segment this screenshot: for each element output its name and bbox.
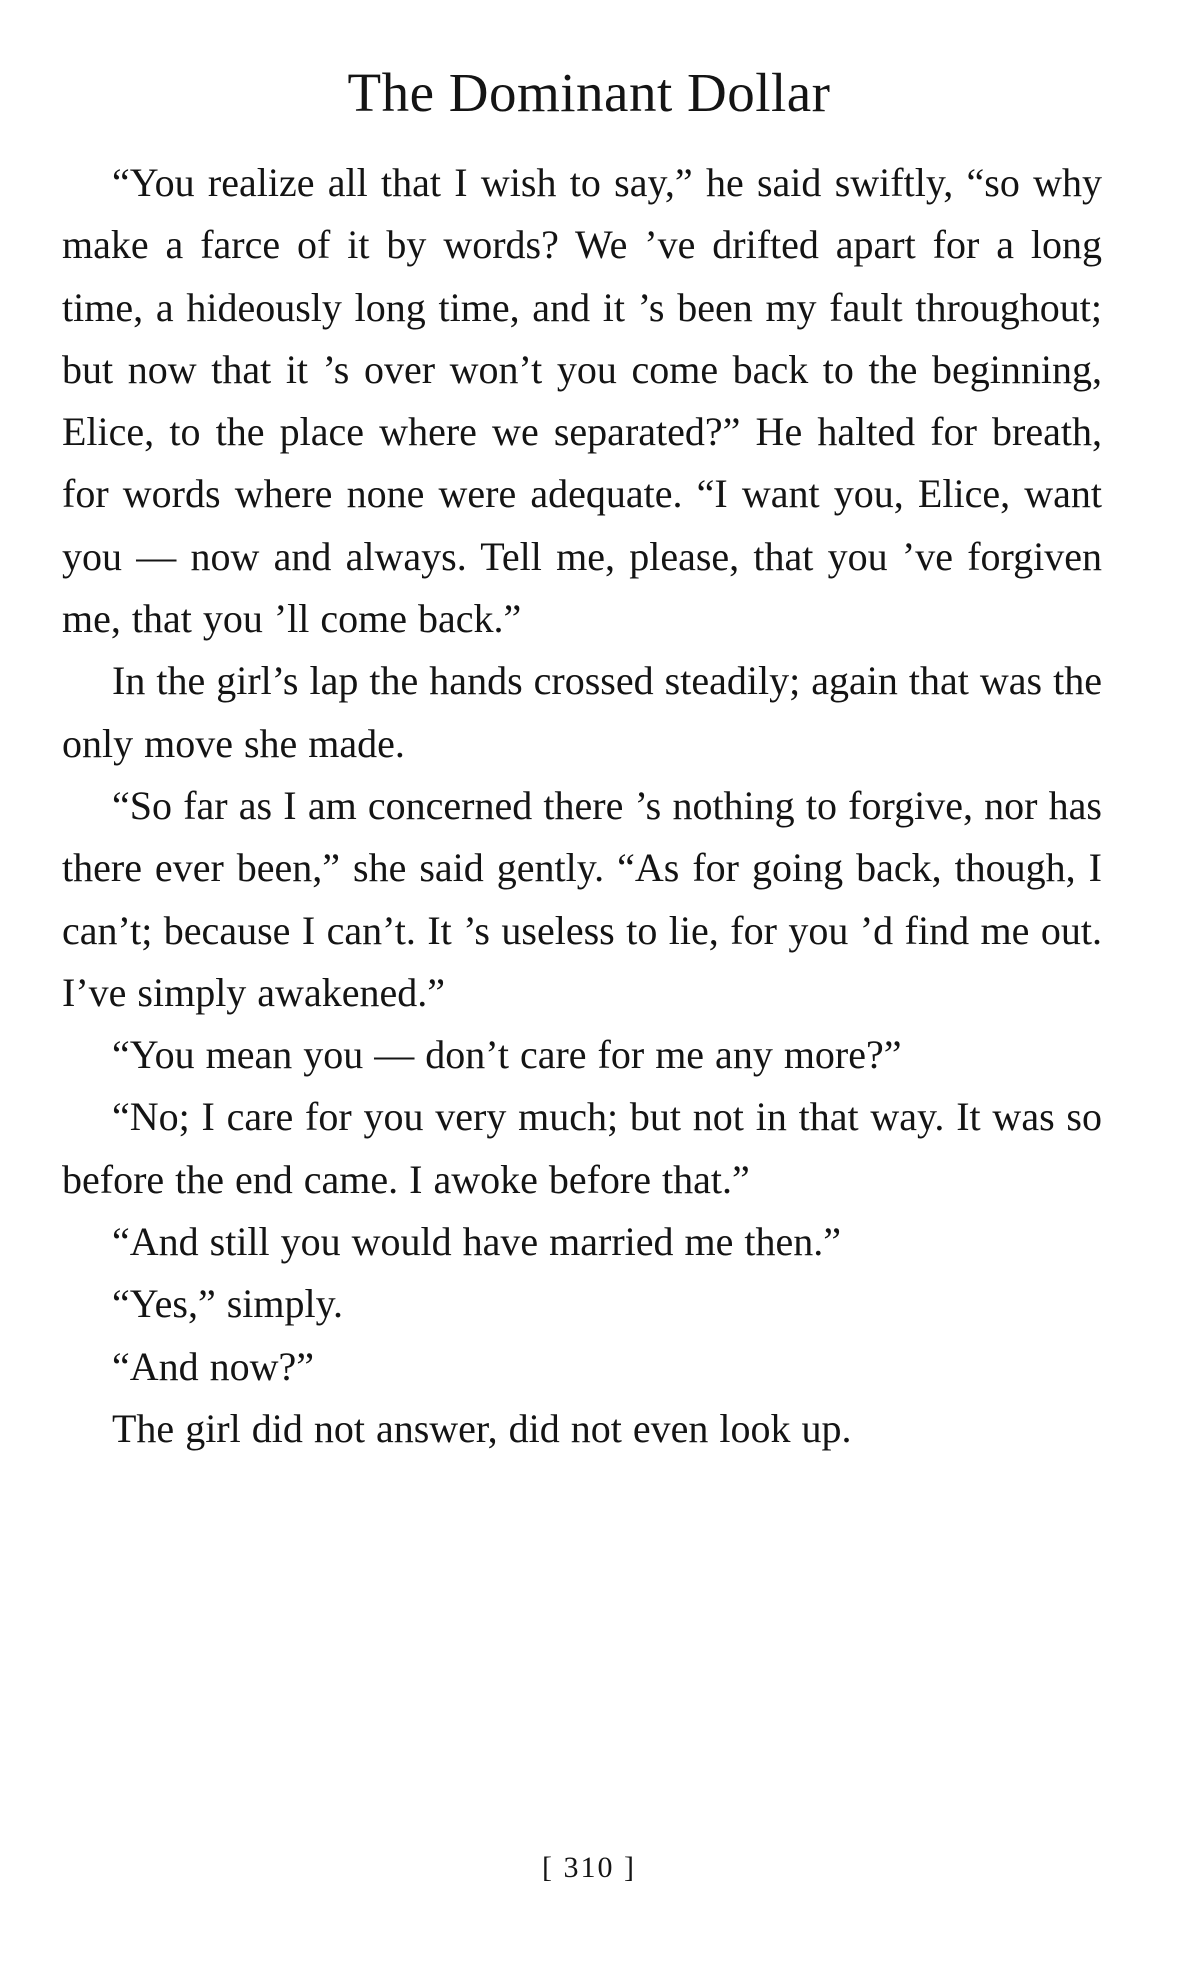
paragraph: “You realize all that I wish to say,” he said swiftly, “so why make a farce of it by words? We ’ve drifted apart for a long time, a hideously long time, and it ’s been my fault throughout; but now that it ’s over won’t you come back to the beginning, Elice, to the place where we separated?” He halted for breath, for words where none were adequate. “I want you, Elice, want you — now and always. Tell me, please, that you ’ve forgiven me, that you ’ll come back.” [62, 160, 1102, 642]
body-text [62, 152, 1102, 1460]
paragraph: The girl did not answer, did not even look up. [112, 1405, 852, 1451]
paragraph: “And still you would have married me then.” [112, 1219, 842, 1265]
paragraph: In the girl’s lap the hands crossed steadily; again that was the only move she made. [62, 658, 1102, 766]
page-number: [ 310 ] [542, 1851, 636, 1884]
paragraph: “Yes,” simply. [112, 1281, 344, 1327]
running-head: The Dominant Dollar [347, 62, 831, 123]
paragraph: “So far as I am concerned there ’s nothing to forgive, nor has there ever been,” she said gently. “As for going back, though, I can’t; because I can’t. It ’s useless to lie, for you ’d find me out. I’ve simply awakened.” [62, 782, 1102, 1015]
paragraph: “And now?” [112, 1343, 315, 1389]
paragraph: “You mean you — don’t care for me any more?” [112, 1032, 902, 1078]
paragraph: “No; I care for you very much; but not in that way. It was so before the end came. I awoke before that.” [62, 1094, 1102, 1202]
